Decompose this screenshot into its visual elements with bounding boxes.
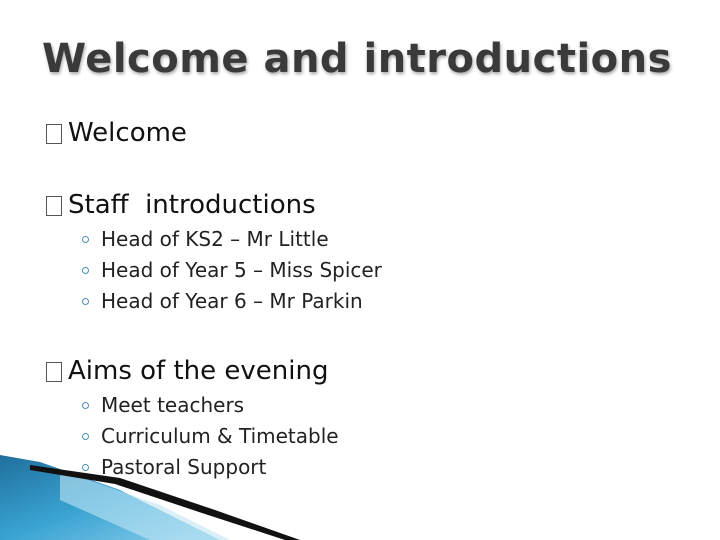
- sub-bullet-item: [82, 424, 339, 448]
- sub-bullet-item: [82, 289, 363, 313]
- ring-bullet-icon: [82, 433, 89, 440]
- checkbox-square-icon: [46, 362, 62, 382]
- ring-bullet-icon: [82, 236, 89, 243]
- sub-bullet-item: [82, 258, 382, 282]
- sub-bullet-text: Curriculum & Timetable: [101, 424, 339, 448]
- sub-bullet-item: [82, 227, 329, 251]
- sub-bullet-item: [82, 393, 244, 417]
- checkbox-square-icon: [46, 196, 62, 216]
- ring-bullet-icon: [82, 402, 89, 409]
- sub-bullet-text: Head of KS2 – Mr Little: [101, 227, 329, 251]
- bullet-aims-of-the-evening: [46, 356, 328, 386]
- bullet-welcome: [46, 118, 187, 148]
- sub-bullet-text: Pastoral Support: [101, 455, 267, 479]
- sub-bullet-item: [82, 455, 266, 479]
- ring-bullet-icon: [82, 267, 89, 274]
- ring-bullet-icon: [82, 298, 89, 305]
- sub-bullet-text: Head of Year 6 – Mr Parkin: [101, 289, 363, 313]
- bullet-label: Aims of the evening: [68, 356, 329, 386]
- checkbox-square-icon: [46, 124, 62, 144]
- slide-title: Welcome and introductions: [42, 36, 672, 82]
- ring-bullet-icon: [82, 464, 89, 471]
- sub-bullet-text: Meet teachers: [101, 393, 245, 417]
- bullet-label: Staff introductions: [68, 190, 316, 220]
- sub-bullet-text: Head of Year 5 – Miss Spicer: [101, 258, 382, 282]
- bullet-label: Welcome: [68, 118, 187, 148]
- bullet-staff-introductions: [46, 190, 316, 220]
